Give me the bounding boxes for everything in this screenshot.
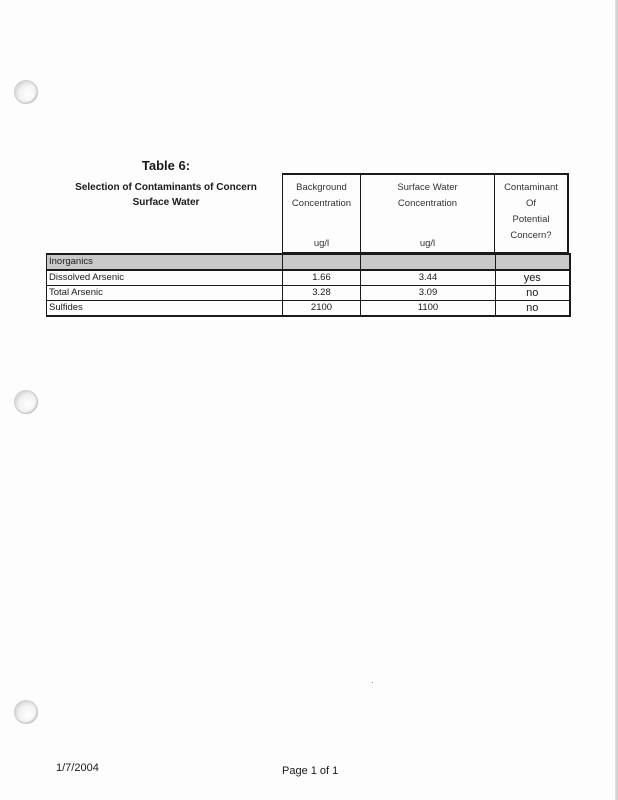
row-background-value: 3.28 (283, 286, 361, 301)
footer-page-number: Page 1 of 1 (282, 765, 339, 777)
header-cpc-line3: Potential (512, 214, 550, 225)
table-subtitle (52, 180, 280, 210)
row-background-value: 2100 (283, 301, 361, 317)
header-background-line2: Concentration (291, 198, 352, 209)
header-background-unit: ug/l (313, 238, 330, 249)
header-surface-water-concentration (360, 173, 495, 253)
row-name: Dissolved Arsenic (47, 270, 283, 286)
section-row-inorganics (47, 254, 570, 270)
punch-hole-middle (14, 390, 38, 414)
footer-date: 1/7/2004 (56, 762, 99, 774)
row-surface-water-value: 1100 (361, 301, 496, 317)
subtitle-line-2: Surface Water (132, 197, 200, 208)
table-title: Table 6: (141, 158, 191, 173)
punch-hole-top (14, 80, 38, 104)
row-surface-water-value: 3.09 (361, 286, 496, 301)
header-surface-water-unit: ug/l (419, 238, 436, 249)
row-cpc-value: no (496, 301, 570, 317)
punch-hole-bottom (14, 700, 38, 724)
header-background-line1: Background (296, 182, 347, 193)
scan-speck (372, 682, 373, 683)
row-background-value: 1.66 (283, 270, 361, 286)
row-name: Total Arsenic (47, 286, 283, 301)
header-contaminant-of-potential-concern (494, 173, 569, 253)
table-row (47, 301, 570, 317)
contaminants-table (46, 253, 571, 317)
table-row (47, 270, 570, 286)
section-label: Inorganics (47, 254, 283, 270)
header-cpc-line4: Concern? (510, 230, 552, 241)
header-surface-water-line2: Concentration (397, 198, 458, 209)
subtitle-line-1: Selection of Contaminants of Concern (75, 182, 257, 193)
row-cpc-value: no (496, 286, 570, 301)
header-background-concentration (282, 173, 361, 253)
row-cpc-value: yes (496, 270, 570, 286)
row-name: Sulfides (47, 301, 283, 317)
header-cpc-line1: Contaminant (504, 182, 558, 193)
header-surface-water-line1: Surface Water (397, 182, 458, 193)
header-cpc-line2: Of (525, 198, 537, 209)
row-surface-water-value: 3.44 (361, 270, 496, 286)
table-row (47, 286, 570, 301)
